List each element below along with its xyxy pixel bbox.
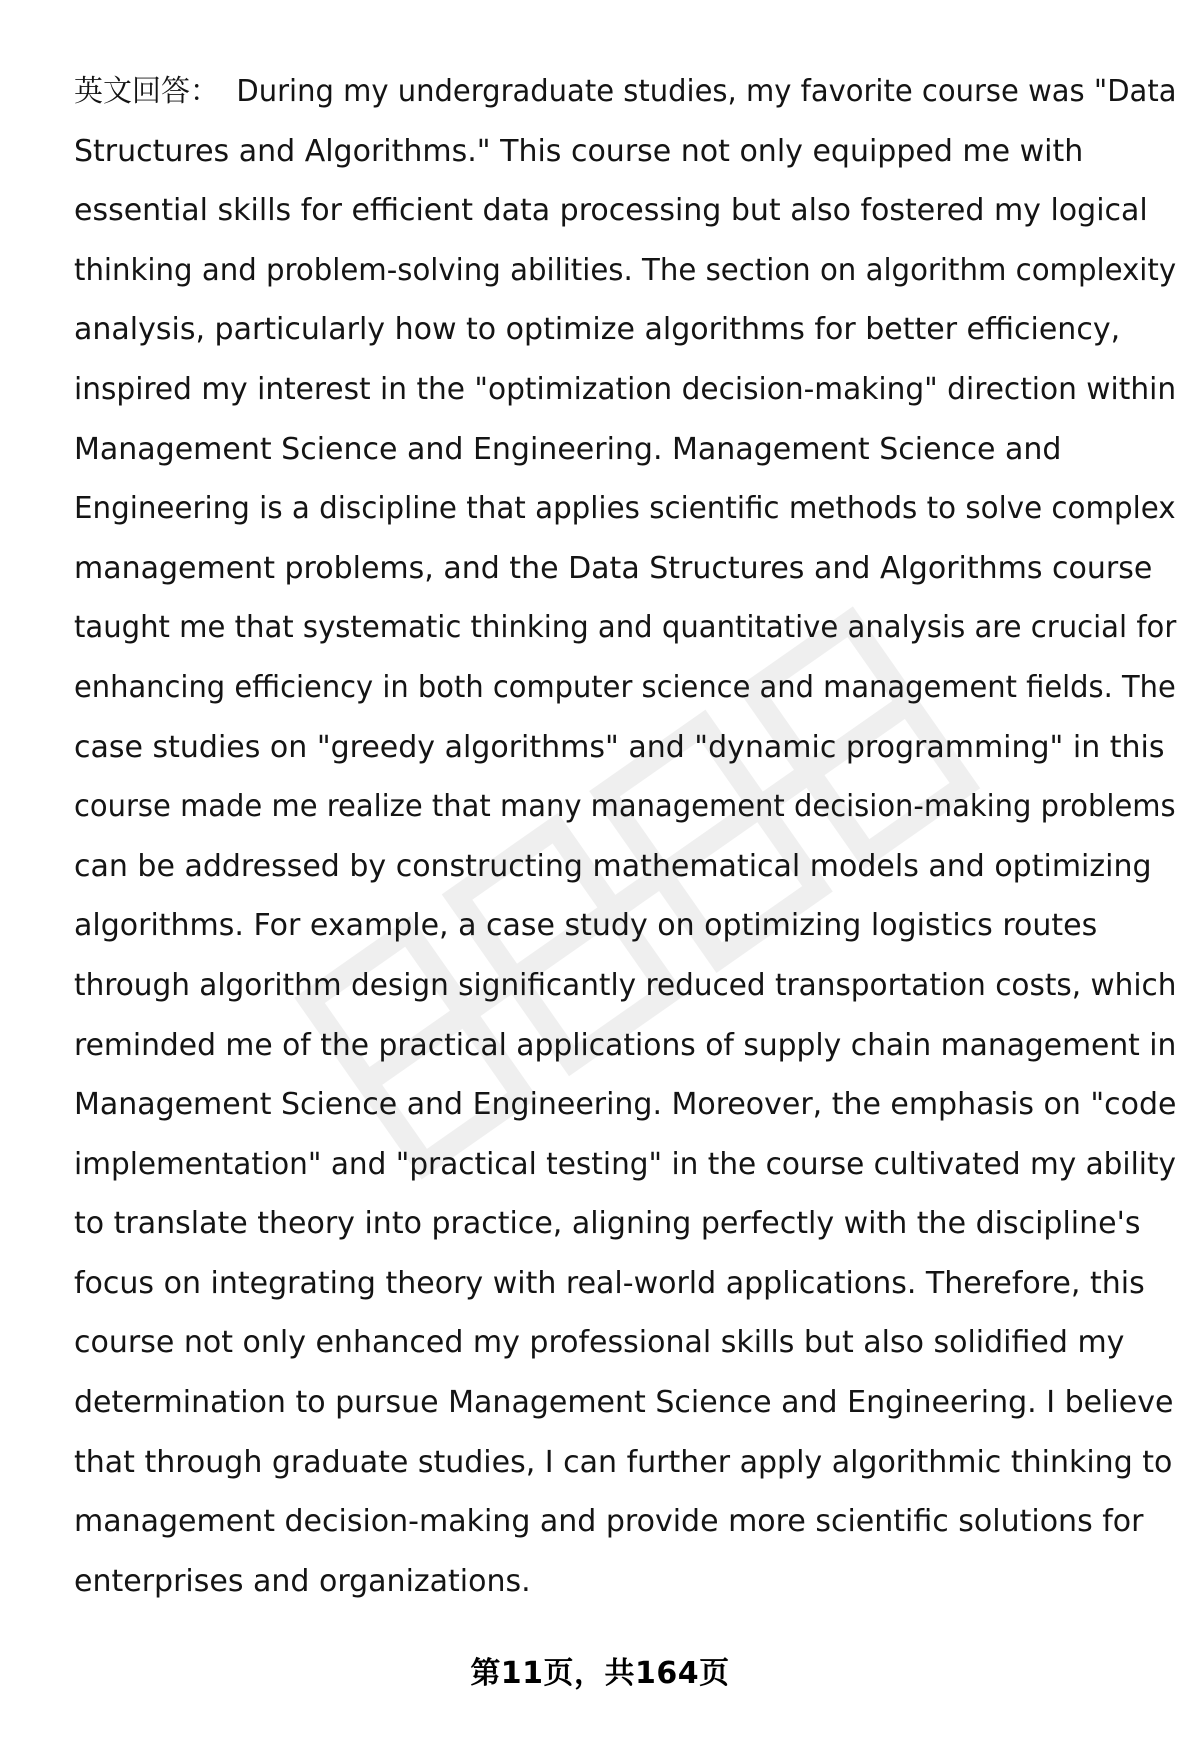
text-line: course made me realize that many management decision-making problems xyxy=(74,789,1176,825)
text-line: 英文回答： During my undergraduate studies, my favorite course was "Data xyxy=(74,74,1177,109)
text-line: through algorithm design significantly reduced transportation costs, which xyxy=(74,967,1177,1003)
text-line: reminded me of the practical applications of supply chain management in xyxy=(74,1027,1177,1063)
text-line: management problems, and the Data Structures and Algorithms course xyxy=(74,550,1153,586)
text-line: can be addressed by constructing mathematical models and optimizing xyxy=(74,848,1152,884)
text-line: management decision-making and provide more scientific solutions for xyxy=(74,1504,1144,1540)
text-line: course not only enhanced my professional skills but also solidified my xyxy=(74,1325,1125,1361)
text-line: Structures and Algorithms." This course not only equipped me with xyxy=(74,133,1084,169)
text-line: determination to pursue Management Science and Engineering. I believe xyxy=(74,1385,1174,1421)
text-line: focus on integrating theory with real-world applications. Therefore, this xyxy=(74,1265,1145,1301)
text-line: thinking and problem-solving abilities. The section on algorithm complexity xyxy=(74,252,1177,288)
text-line: enterprises and organizations. xyxy=(74,1563,531,1599)
text-line: essential skills for efficient data processing but also fostered my logical xyxy=(74,193,1148,229)
answer-paragraph xyxy=(74,62,1177,1611)
text-line: taught me that systematic thinking and quantitative analysis are crucial for xyxy=(74,610,1177,646)
text-line: to translate theory into practice, aligning perfectly with the discipline's xyxy=(74,1206,1141,1242)
answer-prefix: 英文回答： xyxy=(74,74,220,109)
text-line: case studies on "greedy algorithms" and "dynamic programming" in this xyxy=(74,729,1165,765)
text-line: Management Science and Engineering. Moreover, the emphasis on "code xyxy=(74,1087,1177,1123)
text-line: analysis, particularly how to optimize algorithms for better efficiency, xyxy=(74,312,1121,348)
text-line: inspired my interest in the "optimization decision-making" direction within xyxy=(74,371,1177,407)
text-line: that through graduate studies, I can further apply algorithmic thinking to xyxy=(74,1444,1173,1480)
page-number-footer: 第11页，共164页 xyxy=(470,1656,730,1691)
text-line: implementation" and "practical testing" in the course cultivated my ability xyxy=(74,1146,1177,1182)
text-line: Management Science and Engineering. Management Science and xyxy=(74,431,1062,467)
text-line: algorithms. For example, a case study on optimizing logistics routes xyxy=(74,908,1098,944)
text-line: Engineering is a discipline that applies scientific methods to solve complex xyxy=(74,491,1176,527)
text-line: enhancing efficiency in both computer science and management fields. The xyxy=(74,669,1176,705)
